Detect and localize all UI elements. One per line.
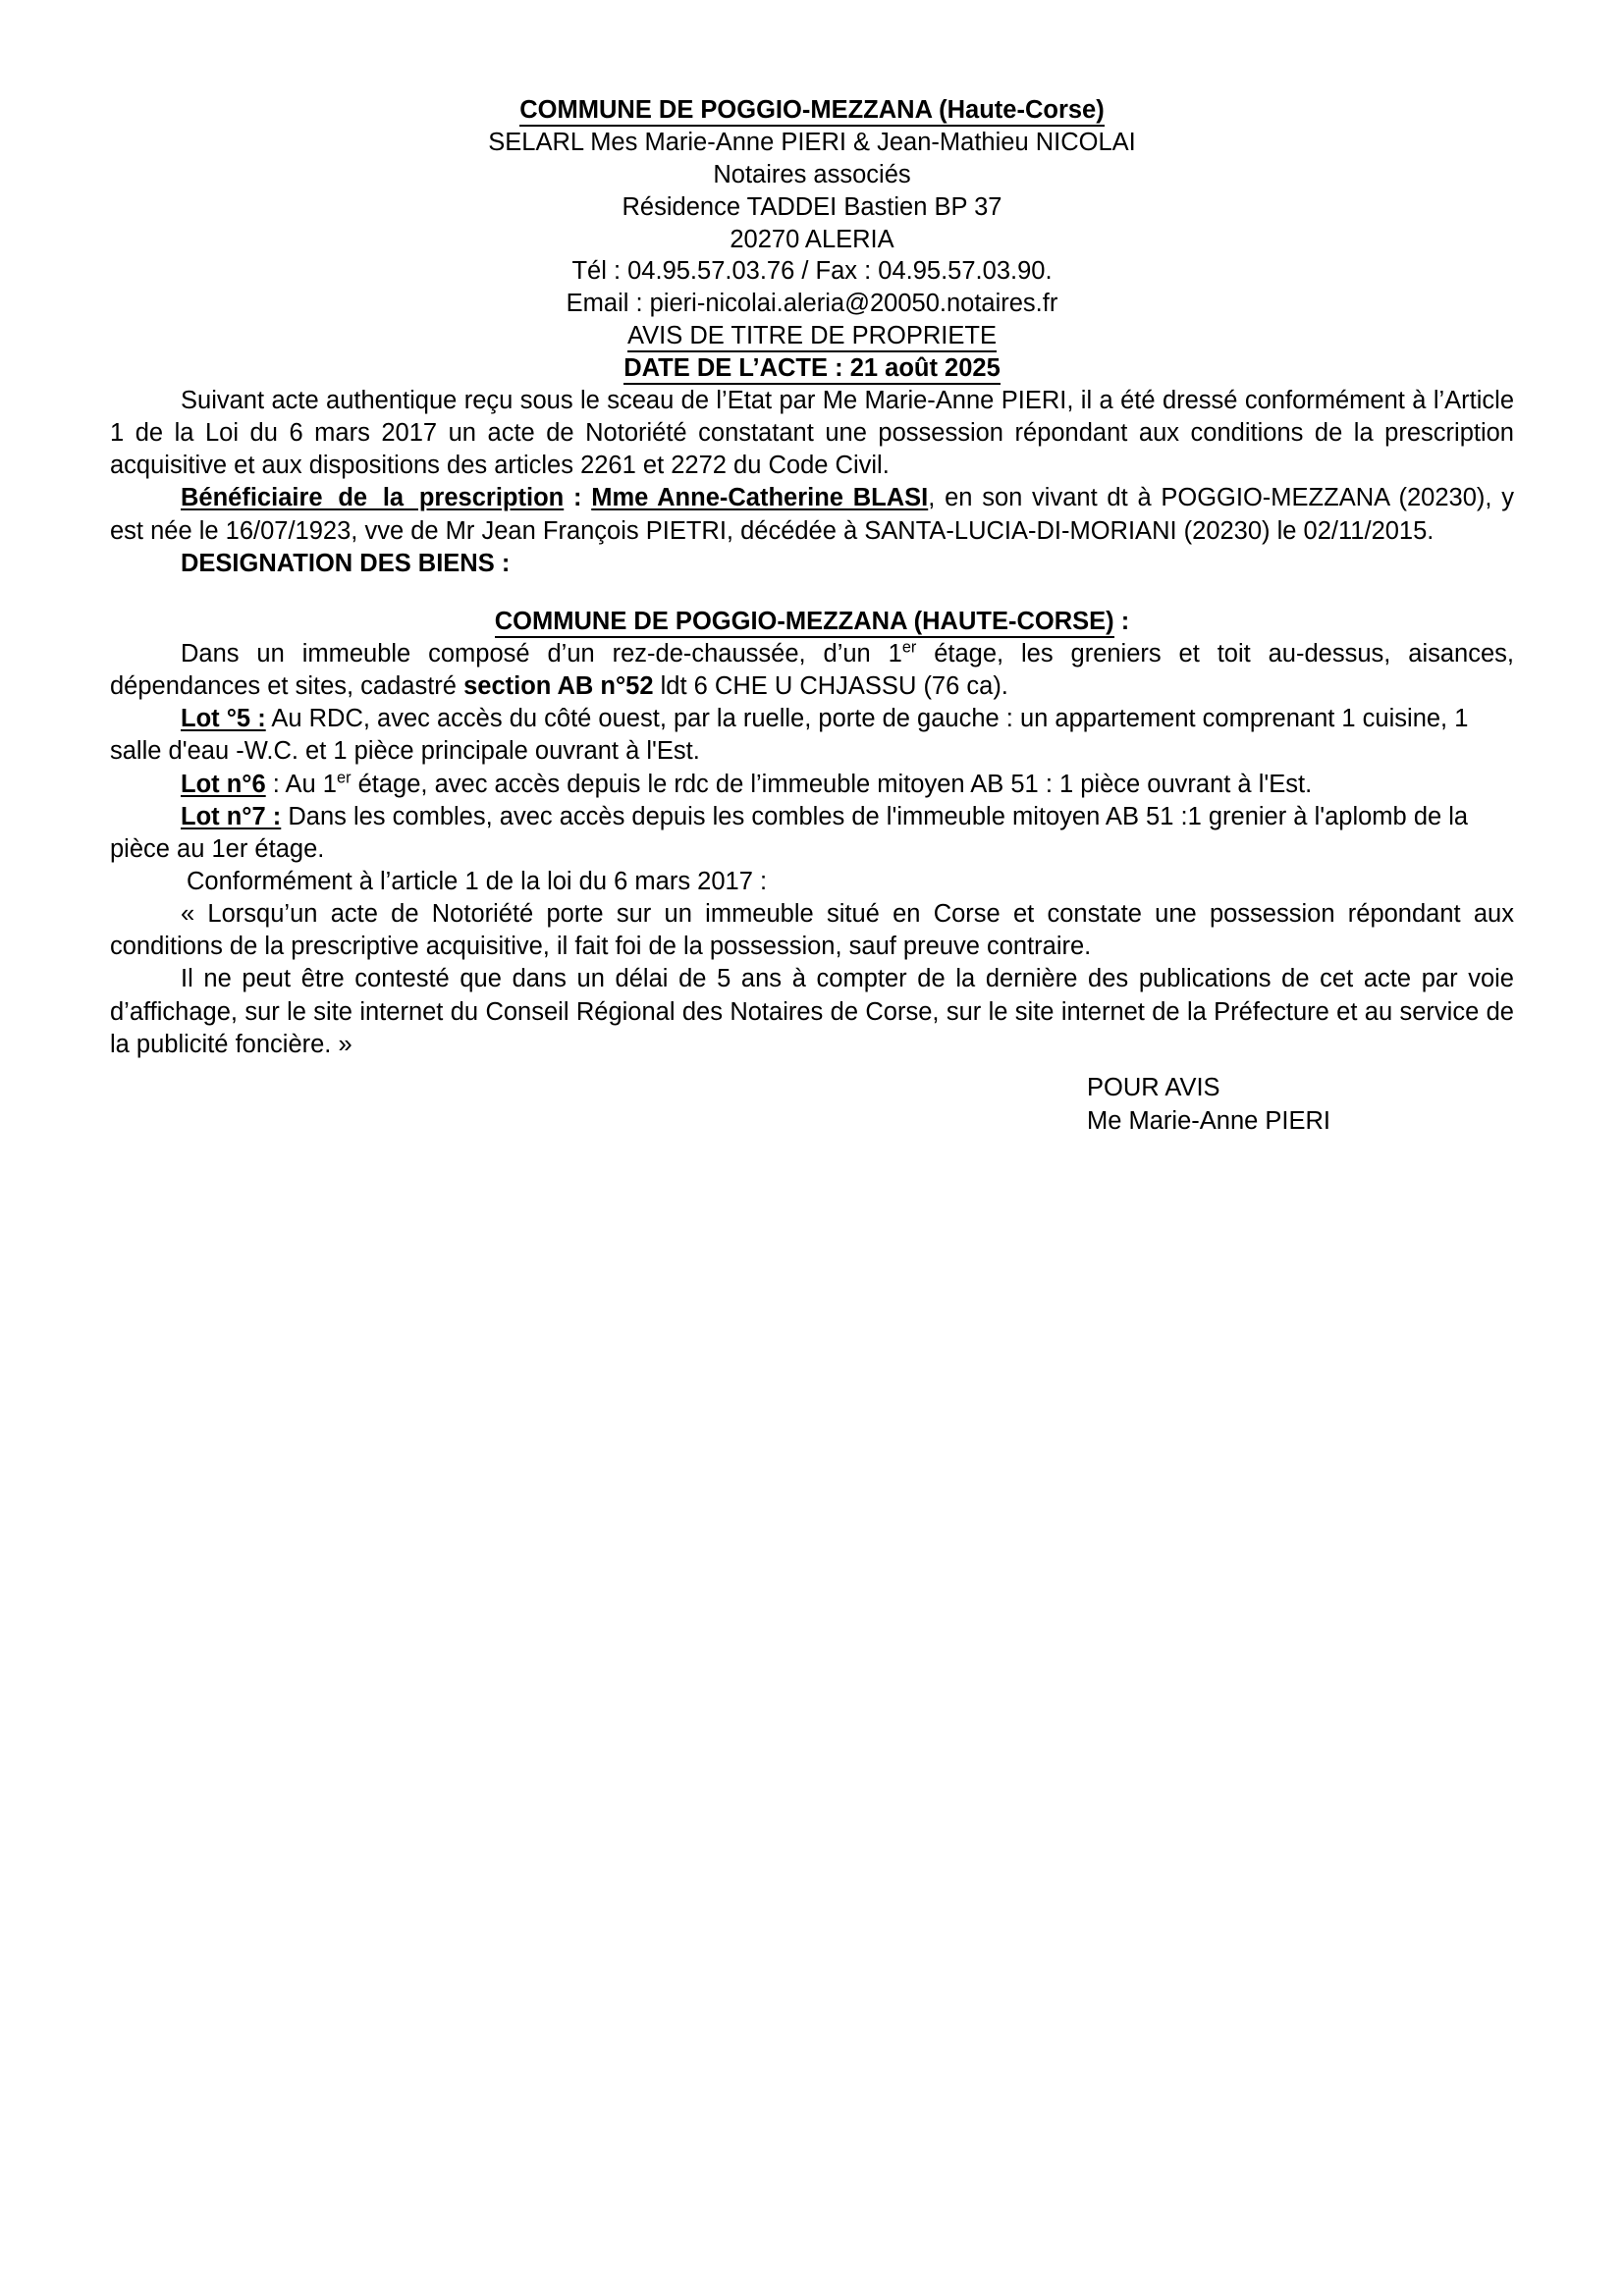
firm-name: SELARL Mes Marie-Anne PIERI & Jean-Mathieu NICOLAI bbox=[488, 128, 1136, 156]
building-ordinal-sup: er bbox=[901, 638, 917, 657]
signature-pour-avis: POUR AVIS bbox=[1087, 1073, 1220, 1101]
lot-7-label: Lot n°7 : bbox=[181, 802, 282, 830]
commune-title: COMMUNE DE POGGIO-MEZZANA (Haute-Corse) bbox=[110, 94, 1514, 127]
designation-heading: DESIGNATION DES BIENS : bbox=[181, 549, 511, 577]
signature-notary-name: Me Marie-Anne PIERI bbox=[1087, 1106, 1331, 1135]
signature-block bbox=[110, 1071, 1514, 1138]
firm-role: Notaires associés bbox=[713, 160, 911, 188]
law-lead-paragraph bbox=[110, 866, 1514, 898]
cadastre-reference: section AB n°52 bbox=[463, 672, 654, 701]
lot-6-ordinal-sup: er bbox=[337, 769, 352, 787]
building-description bbox=[110, 638, 1514, 703]
beneficiary-label-separator: : bbox=[564, 484, 592, 512]
lot-5-label: Lot °5 : bbox=[181, 705, 266, 733]
spacer bbox=[110, 580, 1514, 606]
commune-designation-heading: COMMUNE DE POGGIO-MEZZANA (HAUTE-CORSE) : bbox=[495, 608, 1129, 635]
designation-heading-paragraph bbox=[110, 548, 1514, 580]
firm-phone-fax: Tél : 04.95.57.03.76 / Fax : 04.95.57.03.90. bbox=[571, 257, 1053, 286]
act-date-label: DATE DE L’ACTE : bbox=[623, 354, 843, 383]
lot-6-text-2: étage, avec accès depuis le rdc de l’immeuble mitoyen AB 51 : 1 pièce ouvrant à l'Est. bbox=[351, 770, 1313, 798]
commune-designation-heading-paragraph bbox=[110, 606, 1514, 638]
beneficiary-details: , en son vivant dt à POGGIO-MEZZANA (20230), y est née le 16/07/1923, vve de Mr Jean François PIETRI, décédée à SANTA-LUCIA-DI-MORIANI (20230) le 02/11/2015. bbox=[110, 484, 1514, 545]
lot-6-text-1: : Au 1 bbox=[265, 770, 337, 798]
lot-item bbox=[110, 703, 1514, 768]
act-date-value: 21 août 2025 bbox=[849, 354, 1001, 383]
law-quote-paragraph-1: « Lorsqu’un acte de Notoriété porte sur un immeuble situé en Corse et constate une possession répondant aux conditions de la prescriptive acquisitive, il fait foi de la possession, sauf preuve contraire. bbox=[110, 900, 1514, 961]
document-body bbox=[110, 94, 1514, 1138]
intro-paragraph: Suivant acte authentique reçu sous le sceau de l’Etat par Me Marie-Anne PIERI, il a été dressé conformément à l’Article 1 de la Loi du 6 mars 2017 un acte de Notoriété constatant une possession répondant aux conditions de la prescription acquisitive et aux dispositions des articles 2261 et 2272 du Code Civil. bbox=[110, 387, 1514, 480]
building-text-2: étage, les greniers et toit au-dessus, aisances, dépendances et sites, cadastré bbox=[110, 640, 1514, 701]
firm-address: Résidence TADDEI Bastien BP 37 bbox=[622, 192, 1002, 221]
building-text-1: Dans un immeuble composé d’un rez-de-chaussée, d’un 1 bbox=[181, 640, 902, 667]
act-date bbox=[110, 352, 1514, 385]
law-quote-paragraph-2: Il ne peut être contesté que dans un délai de 5 ans à compter de la dernière des publications de cet acte par voie d’affichage, sur le site internet du Conseil Régional des Notaires de Corse, sur le site internet de la Préfecture et au service de la publicité foncière. » bbox=[110, 965, 1514, 1058]
lot-6-label: Lot n°6 bbox=[181, 770, 266, 798]
lot-item bbox=[110, 801, 1514, 866]
letterhead bbox=[110, 94, 1514, 385]
firm-email: Email : pieri-nicolai.aleria@20050.notaires.fr bbox=[566, 290, 1058, 318]
lot-7-text: Dans les combles, avec accès depuis les combles de l'immeuble mitoyen AB 51 :1 grenier à l'aplomb de la pièce au 1er étage. bbox=[110, 802, 1469, 863]
beneficiary-paragraph bbox=[110, 482, 1514, 547]
lot-item bbox=[110, 769, 1514, 801]
beneficiary-name: Mme Anne-Catherine BLASI bbox=[591, 484, 929, 512]
notice-title: AVIS DE TITRE DE PROPRIETE bbox=[110, 320, 1514, 352]
law-lead-text: Conformément à l’article 1 de la loi du 6 mars 2017 : bbox=[187, 867, 768, 895]
lot-5-text: Au RDC, avec accès du côté ouest, par la ruelle, porte de gauche : un appartement comprenant 1 cuisine, 1 salle d'eau -W.C. et 1 pièce principale ouvrant à l'Est. bbox=[110, 705, 1469, 766]
beneficiary-label: Bénéficiaire de la prescription bbox=[181, 484, 565, 512]
building-text-3: ldt 6 CHE U CHJASSU (76 ca). bbox=[653, 672, 1008, 701]
firm-postal-city: 20270 ALERIA bbox=[730, 225, 894, 253]
